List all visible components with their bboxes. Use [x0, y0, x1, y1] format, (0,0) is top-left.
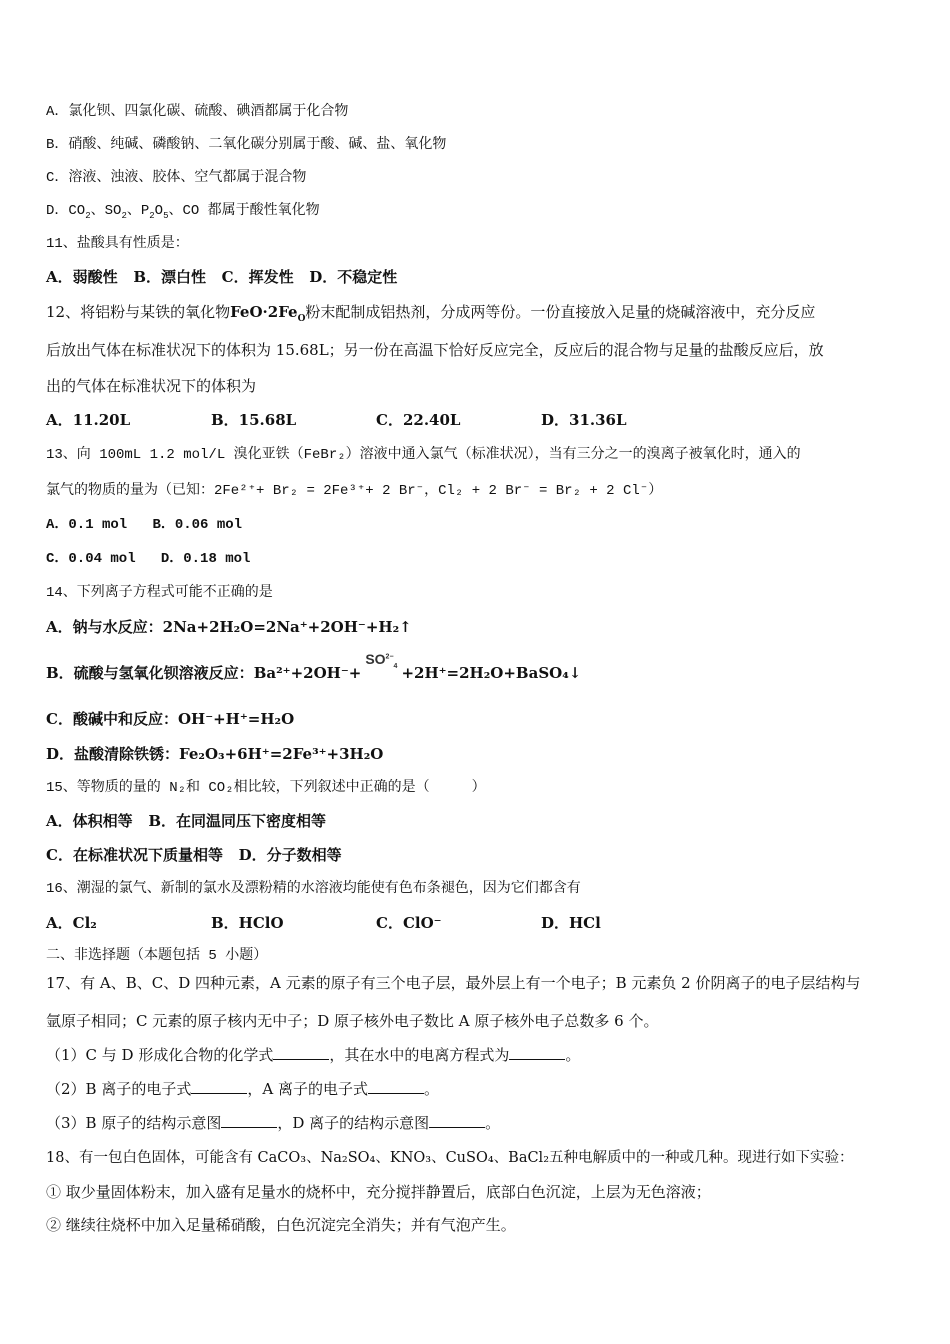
q16-option-a: A．Cl₂ [46, 914, 97, 932]
q16-option-d: D．HCl [541, 914, 601, 932]
q13-option-c: C．0.04 mol [46, 551, 136, 567]
q18-step-1: ① 取少量固体粉末，加入盛有足量水的烧杯中，充分搅拌静置后，底部白色沉淀，上层为无色溶液； [46, 1183, 711, 1201]
q13-option-b: B．0.06 mol [152, 517, 243, 533]
q11-option-a: A．弱酸性 [46, 268, 118, 286]
q11-options [46, 267, 397, 287]
q17-part-2: （2）B 离子的电子式 ，A 离子的电子式 。 [46, 1080, 439, 1098]
answer-blank[interactable] [368, 1079, 424, 1094]
q16-options [46, 913, 601, 933]
q15-option-b: B．在同温同压下密度相等 [148, 812, 326, 830]
q13-option-d: D．0.18 mol [160, 551, 251, 567]
q11-stem: 11、盐酸具有性质是： [46, 236, 189, 252]
q10-option-b: B．硝酸、纯碱、磷酸钠、二氧化碳分别属于酸、碱、盐、氧化物 [46, 137, 447, 153]
q17-part-3: （3）B 原子的结构示意图 ，D 离子的结构示意图 。 [46, 1114, 501, 1132]
q11-option-c: C．挥发性 [221, 268, 294, 286]
q15-options-ab [46, 811, 326, 831]
q13-line-2: 氯气的物质的量为（已知：2Fe²⁺+ Br₂ = 2Fe³⁺+ 2 Br⁻，Cl₂ + 2 Br⁻ = Br₂ + 2 Cl⁻） [46, 483, 663, 499]
answer-blank[interactable] [273, 1045, 329, 1060]
q12-option-d: D．31.36L [541, 411, 627, 429]
q14-option-c: C．酸碱中和反应：OH⁻+H⁺=H₂O [46, 710, 295, 728]
q12-line-1: 12、将铝粉与某铁的氧化物$FeO\cdot 2Fe_O$粉末配制成铝热剂，分成两等份。一份直接放入足量的烧碱溶液中，充分反应 [46, 303, 816, 324]
answer-blank[interactable] [191, 1079, 247, 1094]
q12-option-a: A．11.20L [46, 411, 131, 429]
q13-line-1: 13、向 100mL 1.2 mol/L 溴化亚铁（FeBr₂）溶液中通入氯气（标准状况），当有三分之一的溴离子被氧化时，通入的 [46, 447, 801, 463]
answer-blank[interactable] [509, 1045, 565, 1060]
q16-stem: 16、潮湿的氯气、新制的氯水及漂粉精的水溶液均能使有色布条褪色，因为它们都含有 [46, 881, 581, 897]
q12-option-c: C．22.40L [376, 411, 461, 429]
q14-option-d: D．盐酸清除铁锈：Fe₂O₃+6H⁺=2Fe³⁺+3H₂O [46, 745, 384, 763]
q15-options-cd [46, 845, 342, 865]
q10-option-d: D．$CO_2$、$SO_2$、$P_2O_5$、CO 都属于酸性氧化物 [46, 203, 320, 221]
q17-line-1: 17、有 A、B、C、D 四种元素，A 元素的原子有三个电子层，最外层上有一个电子；B 元素负 2 价阴离子的电子层结构与 [46, 974, 861, 992]
q13-options-cd [46, 549, 250, 569]
q18-line-1: 18、有一包白色固体，可能含有 CaCO₃、Na₂SO₄、KNO₃、CuSO₄、BaCl₂五种电解质中的一种或几种。现进行如下实验： [46, 1150, 854, 1166]
q14-stem: 14、下列离子方程式可能不正确的是 [46, 585, 273, 601]
sulfate-ion: $SO^{2-}_4$ [365, 651, 398, 670]
q12-options [46, 410, 627, 430]
q14-equation-a: 2Na+2H₂O=2Na⁺+2OH⁻+H₂↑ [162, 618, 412, 636]
q12-line-3: 出的气体在标准状况下的体积为 [46, 377, 257, 395]
q17-line-2: 氩原子相同；C 元素的原子核内无中子；D 原子核外电子数比 A 原子核外电子总数多 6 个。 [46, 1012, 659, 1030]
q17-part-1: （1）C 与 D 形成化合物的化学式 ，其在水中的电离方程式为 。 [46, 1046, 581, 1064]
answer-blank[interactable] [221, 1113, 277, 1128]
q16-option-c: C．ClO⁻ [376, 914, 442, 932]
q15-option-d: D．分子数相等 [238, 846, 342, 864]
q10-option-c: C．溶液、浊液、胶体、空气都属于混合物 [46, 170, 307, 186]
q16-option-b: B．HClO [211, 914, 284, 932]
q11-option-d: D．不稳定性 [309, 268, 398, 286]
q18-step-2: ② 继续往烧杯中加入足量稀硝酸，白色沉淀完全消失；并有气泡产生。 [46, 1216, 516, 1234]
q10-option-a: A．氯化钡、四氯化碳、硫酸、碘酒都属于化合物 [46, 104, 349, 120]
section-2-heading: 二、非选择题（本题包括 5 小题） [46, 948, 268, 964]
answer-blank[interactable] [429, 1113, 485, 1128]
q14-option-b: B．硫酸与氢氧化钡溶液反应：$Ba^{2+}+2OH^-+SO^{2-}_4$ +2H⁺=2H₂O+BaSO₄↓ [46, 651, 582, 682]
q11-option-b: B．漂白性 [133, 268, 206, 286]
q12-option-b: B．15.68L [211, 411, 297, 429]
q12-line-2: 后放出气体在标准状况下的体积为 15.68L；另一份在高温下恰好反应完全，反应后的混合物与足量的盐酸反应后，放 [46, 341, 824, 359]
q15-option-a: A．体积相等 [46, 812, 133, 830]
q15-stem: 15、等物质的量的 N₂和 CO₂相比较，下列叙述中正确的是（ ） [46, 780, 486, 796]
q13-options-ab [46, 515, 242, 535]
q14-option-a: A．钠与水反应：2Na+2H₂O=2Na⁺+2OH⁻+H₂↑ [46, 618, 412, 636]
q15-option-c: C．在标准状况下质量相等 [46, 846, 223, 864]
q13-option-a: A．0.1 mol [46, 517, 128, 533]
